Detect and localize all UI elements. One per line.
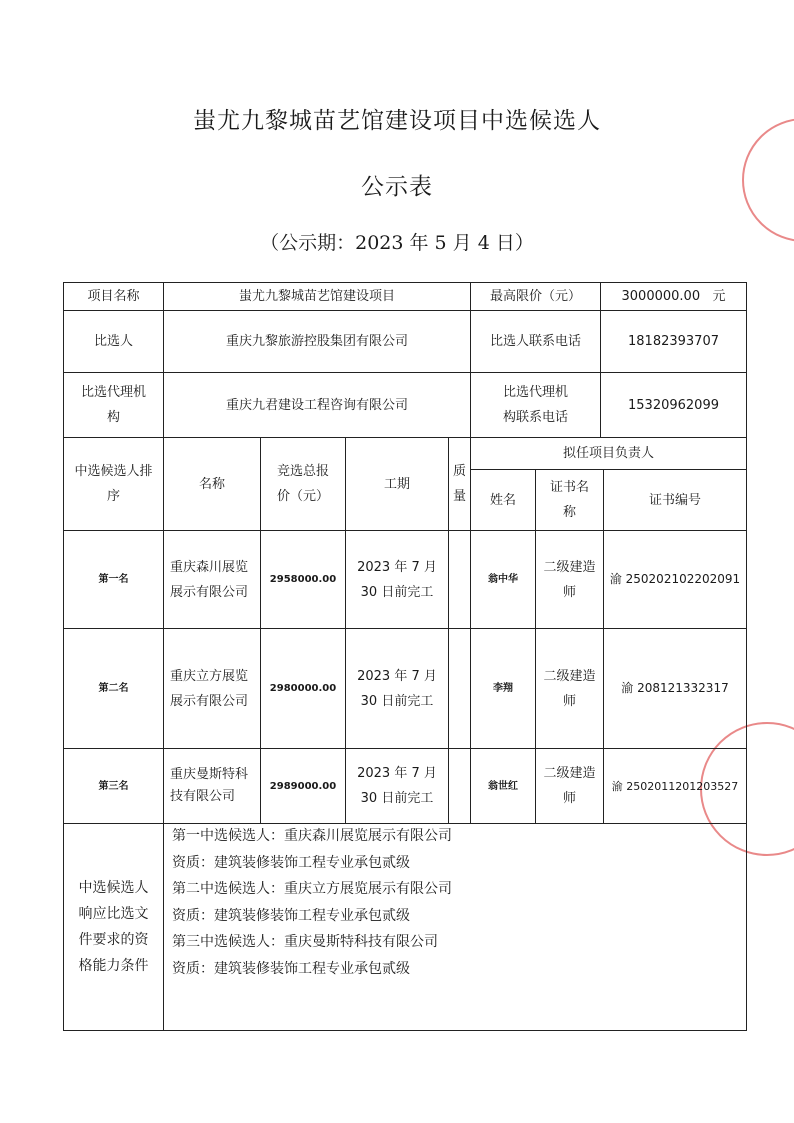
header-price: 竞选总报价（元） — [276, 464, 329, 504]
publicity-period: （公示期：2023 年 5 月 4 日） — [260, 232, 534, 254]
header-period: 工期 — [383, 476, 410, 492]
buyer-phone-value: 18182393707 — [628, 334, 719, 349]
candidate-period: 2023 年 7 月 30 日前完工 — [357, 559, 437, 600]
candidate-quality — [449, 629, 470, 748]
agent-label: 比选代理机构 — [80, 385, 146, 425]
header-rank: 中选候选人排序 — [74, 464, 153, 504]
requirement-line: 资质：建筑装修装饰工程专业承包贰级 — [172, 907, 410, 924]
requirement-line: 资质：建筑装修装饰工程专业承包贰级 — [172, 960, 410, 977]
project-name-label: 项目名称 — [87, 289, 140, 304]
agent-value: 重庆九君建设工程咨询有限公司 — [225, 397, 408, 413]
candidate-person: 李翔 — [493, 683, 513, 694]
table-line — [746, 282, 747, 1031]
requirement-line: 第三中选候选人：重庆曼斯特科技有限公司 — [172, 934, 438, 950]
buyer-value: 重庆九黎旅游控股集团有限公司 — [225, 334, 408, 349]
candidate-quality — [449, 749, 470, 823]
candidate-price: 2980000.00 — [269, 683, 337, 694]
candidate-period: 2023 年 7 月 30 日前完工 — [357, 766, 437, 806]
candidate-name: 重庆曼斯特科技有限公司 — [170, 767, 249, 804]
seal-stamp-top — [742, 118, 794, 242]
agent-phone-value: 15320962099 — [628, 397, 719, 413]
agent-phone-label: 比选代理机构联系电话 — [502, 385, 568, 425]
candidate-cert-name: 二级建造师 — [543, 559, 596, 600]
document-subtitle: 公示表 — [361, 174, 433, 200]
requirement-line: 第一中选候选人：重庆森川展览展示有限公司 — [172, 828, 452, 844]
candidate-cert-no: 渝 2502011201203527 — [611, 779, 739, 793]
max-price-value: 3000000.00 元 — [621, 289, 726, 304]
buyer-label: 比选人 — [93, 334, 133, 349]
candidate-person: 翁中华 — [488, 574, 518, 585]
candidate-name: 重庆森川展览展示有限公司 — [170, 559, 249, 600]
requirements-list — [172, 823, 452, 982]
header-cert-name: 证书名称 — [549, 480, 589, 520]
table-line — [63, 1030, 746, 1031]
candidate-person: 翁世红 — [488, 780, 518, 792]
header-person: 姓名 — [489, 492, 516, 508]
candidate-quality — [449, 531, 470, 628]
max-price-label: 最高限价（元） — [489, 289, 581, 304]
project-name-value: 蚩尤九黎城苗艺馆建设项目 — [238, 289, 395, 304]
header-manager-group: 拟任项目负责人 — [562, 446, 654, 461]
candidate-price: 2989000.00 — [269, 780, 337, 792]
requirement-line: 资质：建筑装修装饰工程专业承包贰级 — [172, 854, 410, 871]
candidate-rank: 第三名 — [98, 780, 129, 792]
candidate-cert-name: 二级建造师 — [543, 668, 596, 709]
candidate-cert-no: 渝 250202102202091 — [609, 572, 741, 586]
candidate-name: 重庆立方展览展示有限公司 — [170, 668, 249, 709]
requirements-label: 中选候选人响应比选文件要求的资格能力条件 — [78, 880, 149, 974]
buyer-phone-label: 比选人联系电话 — [489, 334, 581, 349]
candidate-rank: 第二名 — [98, 683, 129, 694]
candidate-price: 2958000.00 — [269, 574, 337, 585]
candidate-cert-no: 渝 208121332317 — [621, 681, 729, 695]
candidate-rank: 第一名 — [98, 574, 129, 585]
header-quality: 质量 — [452, 464, 466, 504]
header-cert-no: 证书编号 — [648, 492, 701, 508]
document-title: 蚩尤九黎城苗艺馆建设项目中选候选人 — [193, 108, 601, 134]
candidate-period: 2023 年 7 月 30 日前完工 — [357, 668, 437, 709]
header-name: 名称 — [198, 476, 225, 492]
requirement-line: 第二中选候选人：重庆立方展览展示有限公司 — [172, 881, 452, 897]
candidate-cert-name: 二级建造师 — [543, 766, 596, 806]
